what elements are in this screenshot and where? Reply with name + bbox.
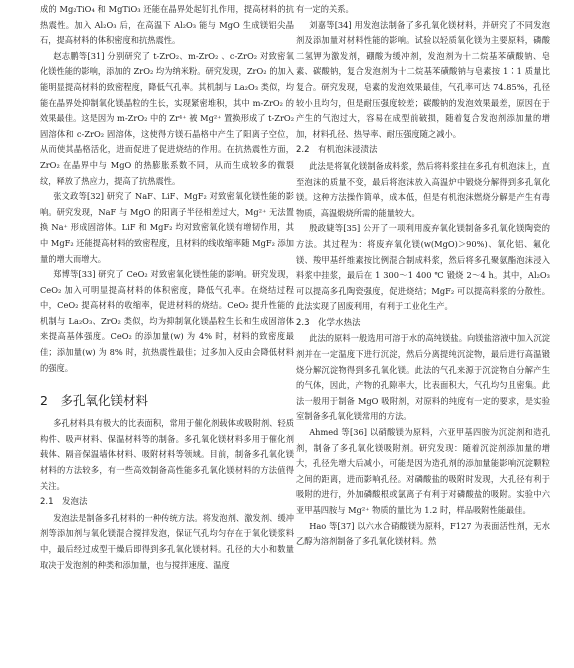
paragraph: 殷政婕等[35] 公开了一项利用废弃氧化镁制备多孔氧化镁陶瓷的方法。其过程为：将废弃氧化镁(w(MgO)＞90%)、氧化铝、氟化镁、羧甲基纤维素按比例混合制成料浆，然后将多孔聚氨酯泡沫浸入料浆中挂浆，最后在 1 300～1 400 ℃ 锻烧 2～4 h。其中，Al₂O₃ 可以提高多孔陶瓷强度，促进烧结；MgF₂ 可以提高料浆的分散性。此法实现了固废利用，有利于工业化生产。 [296,223,550,312]
paragraph: 赵志鹏等[31] 分别研究了 t-ZrO₂、m-ZrO₂ 、c-ZrO₂ 对致密氧化镁性能的影响，添加的 ZrO₂ 均为纳米粉。研究发现，ZrO₂ 的加入能明显提高材料的致密程度，降低气孔率。其机制与 La₂O₃ 类似，均能在晶界处抑制氧化镁晶粒的生长，实现紧密堆积，其中 m-ZrO₂ 的效果最佳。这是因为 m-ZrO₂ 中的 Zr⁴⁺ 被 Mg²⁺ 置换形成了 t-ZrO₂ 固溶体和 c-ZrO₂ 固溶体，这使得方镁石晶格中产生了阳离子空位，从而使其晶格活化，进而促进了促进烧结的作用。在抗热震性方面，ZrO₂ 在晶界中与 MgO 的热膨胀系数不同，从而生成较多的微裂纹，释放了热应力，提高了抗热震性。 [40,50,294,186]
left-column [40,2,294,573]
paragraph: 郑博等[33] 研究了 CeO₂ 对致密氧化镁性能的影响。研究发现，CeO₂ 加入可明显提高材料的体积密度，降低气孔率。在烧结过程中，CeO₂ 提高材料的收缩率，促进材料的烧结。CeO₂ 提升性能的机制与 La₂O₃、ZrO₂ 类似，均为抑制氧化镁晶粒生长和生成固溶体来提高基体强度。CeO₂ 的添加量(w) 为 4% 时，材料的致密度最佳；添加量(w) 为 8% 时，抗热震性最佳；过多加入反由会降低材料的强度。 [40,269,294,373]
subsection-heading: 2.2 有机泡沫浸渍法 [296,145,378,156]
paragraph: 刘嘉等[34] 用发泡法制备了多孔氧化镁材料，并研究了不同发泡剂及添加量对材料性能的影响。试验以轻质氧化镁为主要原料，磷酸二氢钾为激发剂，硼酸为缓冲剂，发泡剂为十二烷基苯磺酸钠、皂素、碳酸钠，复合发泡剂为十二烷基苯磺酸钠与皂素按 1∶1 质量比复合。研究发现，皂素的发泡效果最佳，气孔率可达 74.85%，孔径较小且均匀，但是耐压强度较差；碳酸钠的发泡效果最差，原因在于产生的气泡过大，容易在成型前破损，随着复合发泡剂添加量的增加，材料孔径、热导率、耐压强度随之减小。 [296,19,550,139]
paragraph: 此法的原料一般选用可溶于水的高纯镁盐。向镁盐溶液中加入沉淀剂并在一定温度下进行沉淀，然后分离提纯沉淀物，最后进行高温锻烧分解沉淀物得到多孔氧化镁。此法的气孔来源于沉淀物自分解产生的气体，因此，产物的孔隙率大，比表面积大，气孔均匀且密集。此法一般用于制备 MgO 吸附剂，对原料的纯度有一定的要求，是实验室制备多孔氧化镁常用的方法。 [296,333,550,422]
paragraph: 发泡法是制备多孔材料的一种传统方法。将发泡剂、激发剂、缓冲剂等添加剂与氧化镁混合搅拌发泡，保证气孔均匀存在于氧化镁浆料中，最后经过成型干燥后即得到多孔氧化镁材料。孔径的大小和数量取决于发泡剂的种类和添加量，也与搅拌速度、温度 [40,512,294,570]
paragraph: 张文政等[32] 研究了 NaF、LiF、MgF₂ 对致密氧化镁性能的影响。研究发现，NaF 与 MgO 的阳离子半径相差过大，Mg²⁺ 无法置换 Na⁺ 形成固溶体。LiF 和 MgF₂ 均对致密氧化镁有增韧作用，其中 MgF₂ 还能提高材料的致密程度，且材料的线收缩率随 MgF₂ 添加量的增大而增大。 [40,191,295,264]
paragraph: Ahmed 等[36] 以硝酸镁为原料，六亚甲基四胺为沉淀剂和造孔剂，制备了多孔氧化镁吸附剂。研究发现：随着沉淀剂添加量的增大，孔径先增大后减小，可能是因为造孔剂的添加量能影响沉淀颗粒之间的距离，进而影响孔径。对磷酸盐的吸附时发现，大孔径有利于吸附的进行，外加磷酸根或氯离子有利于对磷酸盐的吸附。实验中六亚甲基四胺与 Mg²⁺ 物质的量比为 1.2 时，样品吸附性能最佳。 [296,427,550,515]
subsection-heading: 2.1 发泡法 [40,497,88,508]
paragraph: 成的 Mg₂TiO₄ 和 MgTiO₃ 还能在晶界处起钉扎作用，提高材料的抗热震性。加入 Al₂O₃ 后，在高温下 Al₂O₃ 能与 MgO 生成镁铝尖晶石，提高材料的体积密度和抗热震性。 [40,4,294,46]
paragraph: 多孔材料具有极大的比表面积，常用于催化剂载体或吸附剂、轻质构件、吸声材料、保温材料等的制备。多孔氧化镁材料多用于催化剂载体、隔音保温墙体材料、吸附材料等领域。目前，制备多孔氧化镁材料的方法较多，有一些高效制备高性能多孔氧化镁材料的方法值得关注。 [40,418,294,491]
paragraph: 有一定的关系。 [296,4,354,14]
section-heading: 2 多孔氧化镁材料 [40,393,148,409]
right-column [296,2,550,550]
subsection-heading: 2.3 化学水热法 [296,317,361,328]
paragraph: 此法是将氧化镁制备成料浆，然后将料浆挂在多孔有机泡沫上，直至泡沫的质量不变，最后将泡沫放入高温炉中锻烧分解得到多孔氧化镁。这种方法操作简单，成本低，但是有机泡沫燃烧分解是产生有毒物质，高温煅烧所需的能量较大。 [296,160,550,218]
paragraph: Hao 等[37] 以六水合硝酸镁为原料，F127 为表面活性剂，无水乙醇为溶剂制备了多孔氧化镁材料。然 [296,520,550,547]
